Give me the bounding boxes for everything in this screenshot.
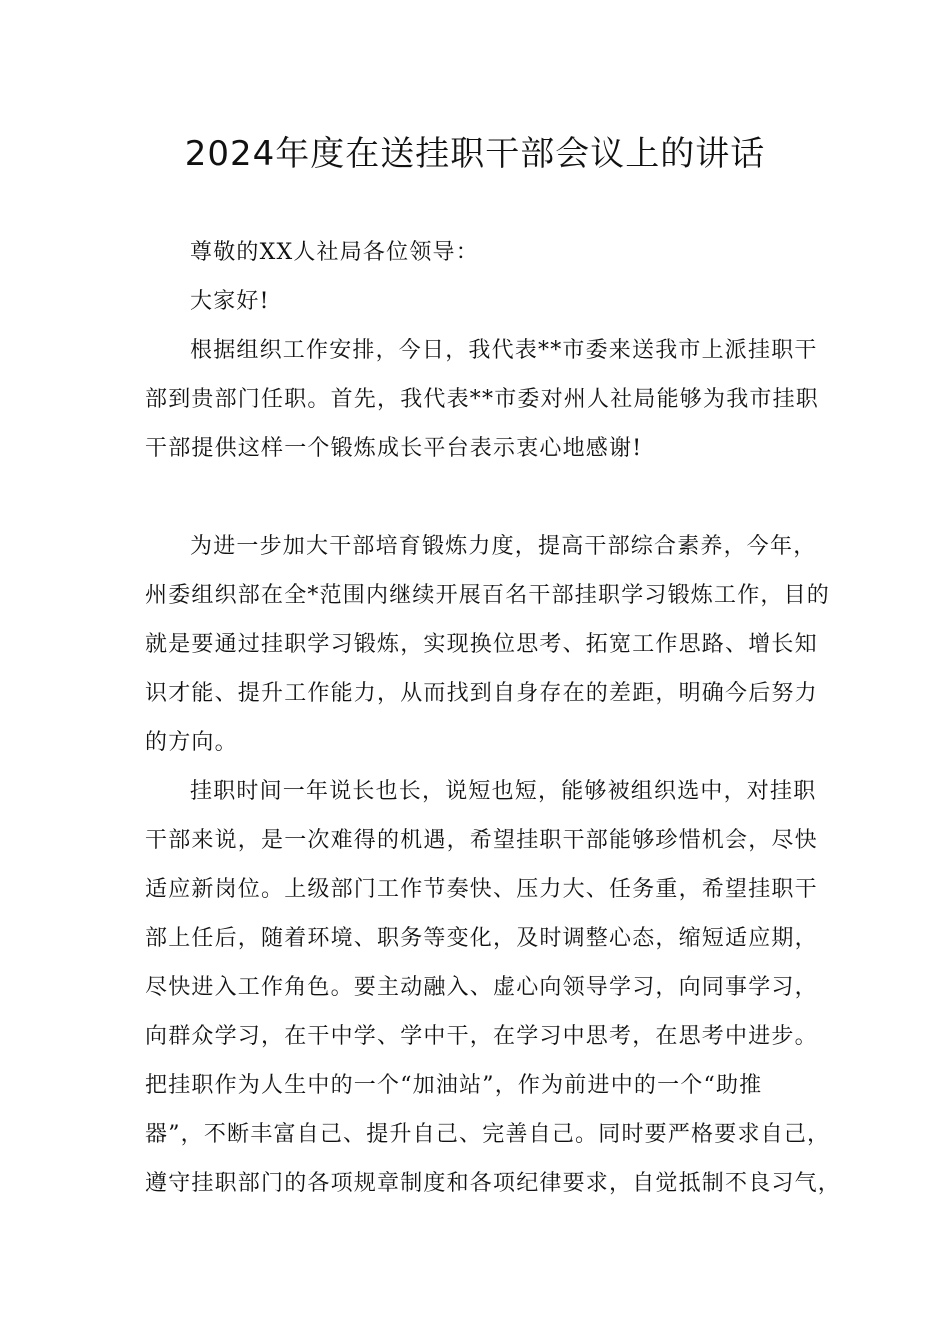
document-title: 2024年度在送挂职干部会议上的讲话 (184, 134, 766, 174)
text-line: 干部提供这样一个锻炼成长平台表示衷心地感谢! (145, 436, 643, 461)
text-line: 大家好! (190, 289, 270, 314)
text-line: 根据组织工作安排，今日，我代表**市委来送我市上派挂职干 (190, 338, 818, 363)
text-line: 部到贵部门任职。首先，我代表**市委对州人社局能够为我市挂职 (145, 387, 820, 412)
document-body (145, 228, 842, 1208)
text-line: 尽快进入工作角色。要主动融入、虚心向领导学习，向同事学习， (145, 975, 818, 1000)
text-line: 器”，不断丰富自己、提升自己、完善自己。同时要严格要求自己， (145, 1122, 831, 1147)
text-line: 适应新岗位。上级部门工作节奏快、压力大、任务重，希望挂职干 (145, 877, 818, 902)
text-line: 挂职时间一年说长也长，说短也短，能够被组织选中，对挂职 (190, 779, 817, 804)
text-line: 把挂职作为人生中的一个“加油站”，作为前进中的一个“助推 (145, 1073, 763, 1098)
text-line: 州委组织部在全*范围内继续开展百名干部挂职学习锻炼工作，目的 (145, 583, 831, 608)
text-line: 为进一步加大干部培育锻炼力度，提高干部综合素养，今年， (190, 534, 817, 559)
text-line: 识才能、提升工作能力，从而找到自身存在的差距，明确今后努力 (145, 681, 818, 706)
text-line: 的方向。 (145, 730, 238, 755)
text-line: 干部来说，是一次难得的机遇，希望挂职干部能够珍惜机会，尽快 (145, 828, 818, 853)
text-line: 尊敬的XX人社局各位领导： (190, 240, 479, 265)
text-line: 部上任后，随着环境、职务等变化，及时调整心态，缩短适应期， (145, 926, 818, 951)
text-line: 向群众学习，在干中学、学中干，在学习中思考，在思考中进步。 (145, 1024, 818, 1049)
text-line: 就是要通过挂职学习锻炼，实现换位思考、拓宽工作思路、增长知 (145, 632, 818, 657)
blank-line (145, 473, 830, 522)
text-line: 遵守挂职部门的各项规章制度和各项纪律要求，自觉抵制不良习气， (145, 1171, 842, 1196)
